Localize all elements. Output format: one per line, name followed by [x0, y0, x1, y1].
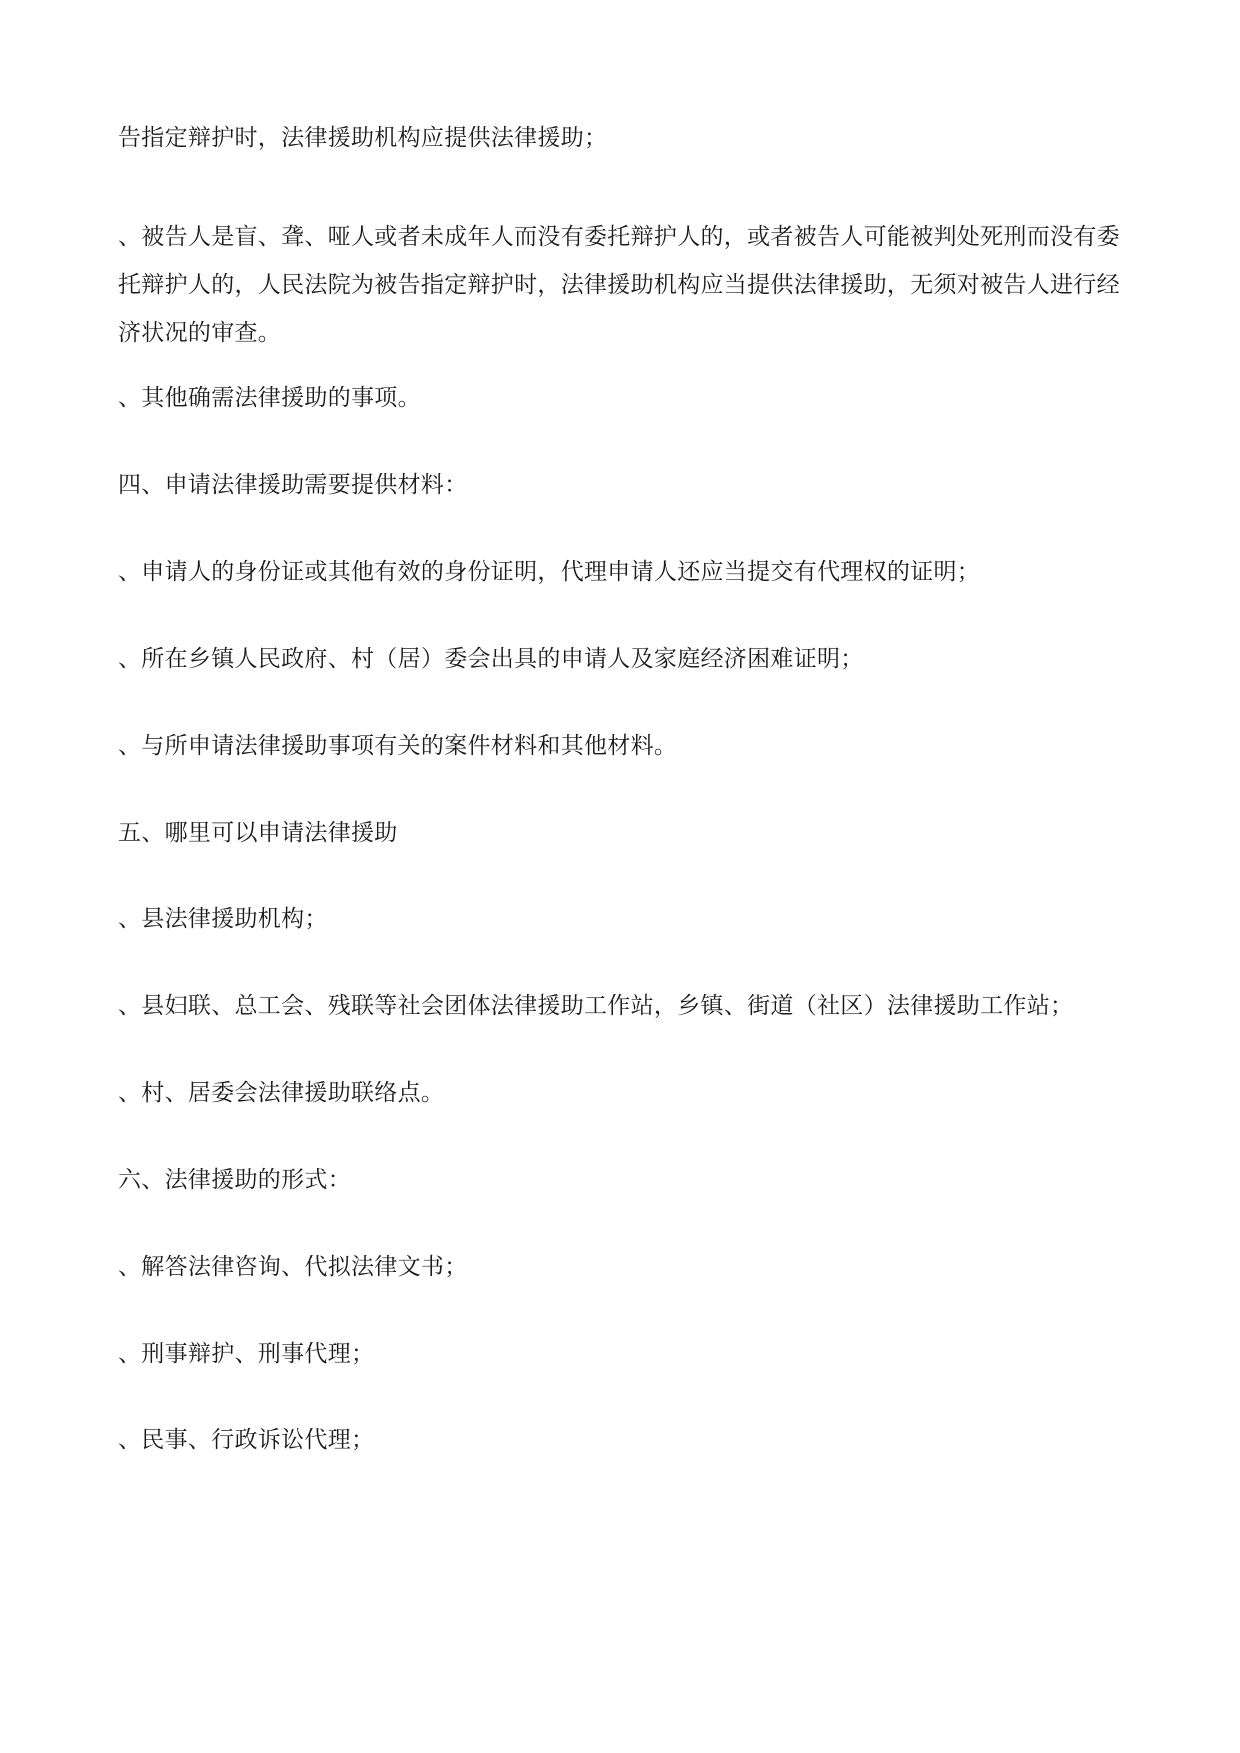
paragraph-item-county-agency: 、县法律援助机构； [118, 906, 328, 932]
paragraph-item-consultation: 、解答法律咨询、代拟法律文书； [118, 1254, 468, 1280]
section-heading-4: 四、申请法律援助需要提供材料： [118, 472, 468, 498]
paragraph-item-other-matters: 、其他确需法律援助的事项。 [118, 385, 421, 411]
paragraph-item-civil-admin: 、民事、行政诉讼代理； [118, 1427, 375, 1453]
paragraph-continuation: 告指定辩护时，法律援助机构应提供法律援助； [118, 125, 608, 151]
paragraph-item-workstations: 、县妇联、总工会、残联等社会团体法律援助工作站，乡镇、街道（社区）法律援助工作站； [118, 993, 1074, 1019]
paragraph-item-id-proof: 、申请人的身份证或其他有效的身份证明，代理申请人还应当提交有代理权的证明； [118, 559, 981, 585]
paragraph-item-criminal: 、刑事辩护、刑事代理； [118, 1341, 375, 1367]
paragraph-item-liaison-points: 、村、居委会法律援助联络点。 [118, 1080, 445, 1106]
paragraph-item-blind-deaf-minor: 、被告人是盲、聋、哑人或者未成年人而没有委托辩护人的，或者被告人可能被判处死刑而没有委托辩护人的，人民法院为被告指定辩护时，法律援助机构应当提供法律援助，无须对被告人进行经济状况的审查。 [118, 224, 1120, 346]
section-heading-6: 六、法律援助的形式： [118, 1167, 351, 1193]
paragraph-item-hardship-proof: 、所在乡镇人民政府、村（居）委会出具的申请人及家庭经济困难证明； [118, 646, 864, 672]
paragraph-item-case-materials: 、与所申请法律援助事项有关的案件材料和其他材料。 [118, 733, 678, 759]
section-heading-5: 五、哪里可以申请法律援助 [118, 820, 398, 846]
